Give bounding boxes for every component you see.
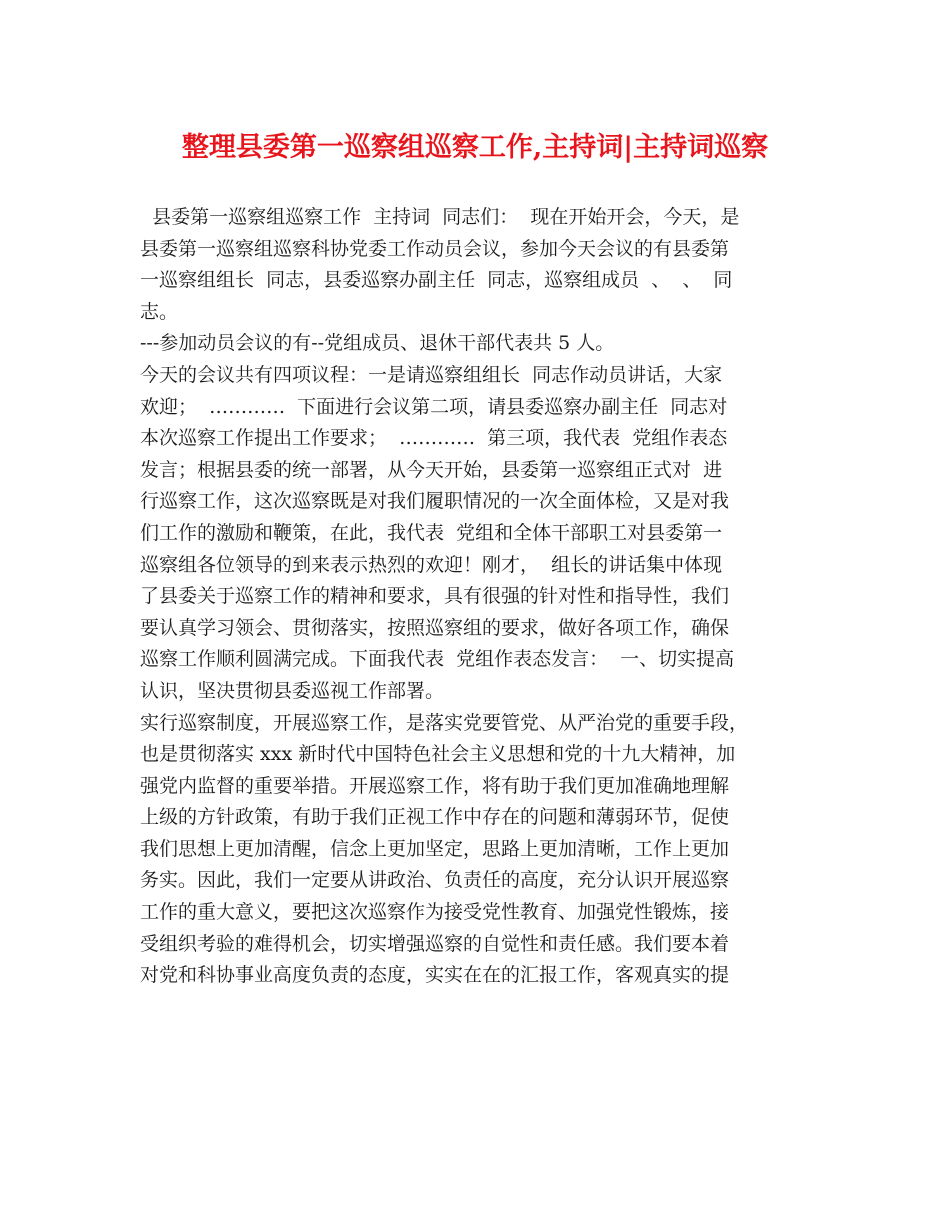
body-line: 受组织考验的难得机会，切实增强巡察的自觉性和责任感。我们要本着 [140,932,730,955]
body-line: 一巡察组组长 同志，县委巡察办副主任 同志，巡察组成员 、 、 同 [140,269,733,292]
body-line: 本次巡察工作提出工作要求； ………… 第三项，我代表 党组作表态 [140,427,728,450]
body-line: 欢迎； ………… 下面进行会议第二项，请县委巡察办副主任 同志对 [140,395,728,418]
body-line: 行巡察工作，这次巡察既是对我们履职情况的一次全面体检，又是对我 [140,490,730,513]
body-line: 强党内监督的重要举措。开展巡察工作，将有助于我们更加准确地理解 [140,774,730,797]
body-line: 上级的方针政策，有助于我们正视工作中存在的问题和薄弱环节，促使 [140,806,730,829]
body-line: 我们思想上更加清醒，信念上更加坚定，思路上更加清晰，工作上更加 [140,837,730,860]
body-line: 也是贯彻落实 xxx 新时代中国特色社会主义思想和党的十九大精神，加 [140,743,736,766]
body-line: 了县委关于巡察工作的精神和要求，具有很强的针对性和指导性，我们 [140,585,730,608]
document-body [140,202,820,992]
document-title: 整理县委第一巡察组巡察工作,主持词|主持词巡察 [181,132,769,163]
body-line: 县委第一巡察组巡察科协党委工作动员会议，参加今天会议的有县委第 [140,237,730,260]
body-line: 实行巡察制度，开展巡察工作，是落实党要管党、从严治党的重要手段， [140,711,749,734]
body-line: 巡察组各位领导的到来表示热烈的欢迎！刚才， 组长的讲话集中体现 [140,553,723,576]
body-line: 们工作的激励和鞭策，在此，我代表 党组和全体干部职工对县委第一 [140,521,723,544]
body-line: 工作的重大意义，要把这次巡察作为接受党性教育、加强党性锻炼，接 [140,901,730,924]
body-line: 对党和科协事业高度负责的态度，实实在在的汇报工作，客观真实的提 [140,964,730,987]
body-line: 志。 [140,300,179,323]
body-line: 发言；根据县委的统一部署，从今天开始，县委第一巡察组正式对 进 [140,458,723,481]
body-line: 认识，坚决贯彻县委巡视工作部署。 [140,679,445,702]
body-line: 巡察工作顺利圆满完成。下面我代表 党组作表态发言： 一、切实提高 [140,648,735,671]
body-line: 要认真学习领会、贯彻落实，按照巡察组的要求，做好各项工作，确保 [140,616,730,639]
body-line: 务实。因此，我们一定要从讲政治、负责任的高度，充分认识开展巡察 [140,869,730,892]
body-line: ---参加动员会议的有--党组成员、退休干部代表共 5 人。 [140,332,615,355]
body-line: 今天的会议共有四项议程：一是请巡察组组长 同志作动员讲话，大家 [140,363,723,386]
body-line: 县委第一巡察组巡察工作 主持词 同志们： 现在开始开会，今天，是 [140,206,740,228]
